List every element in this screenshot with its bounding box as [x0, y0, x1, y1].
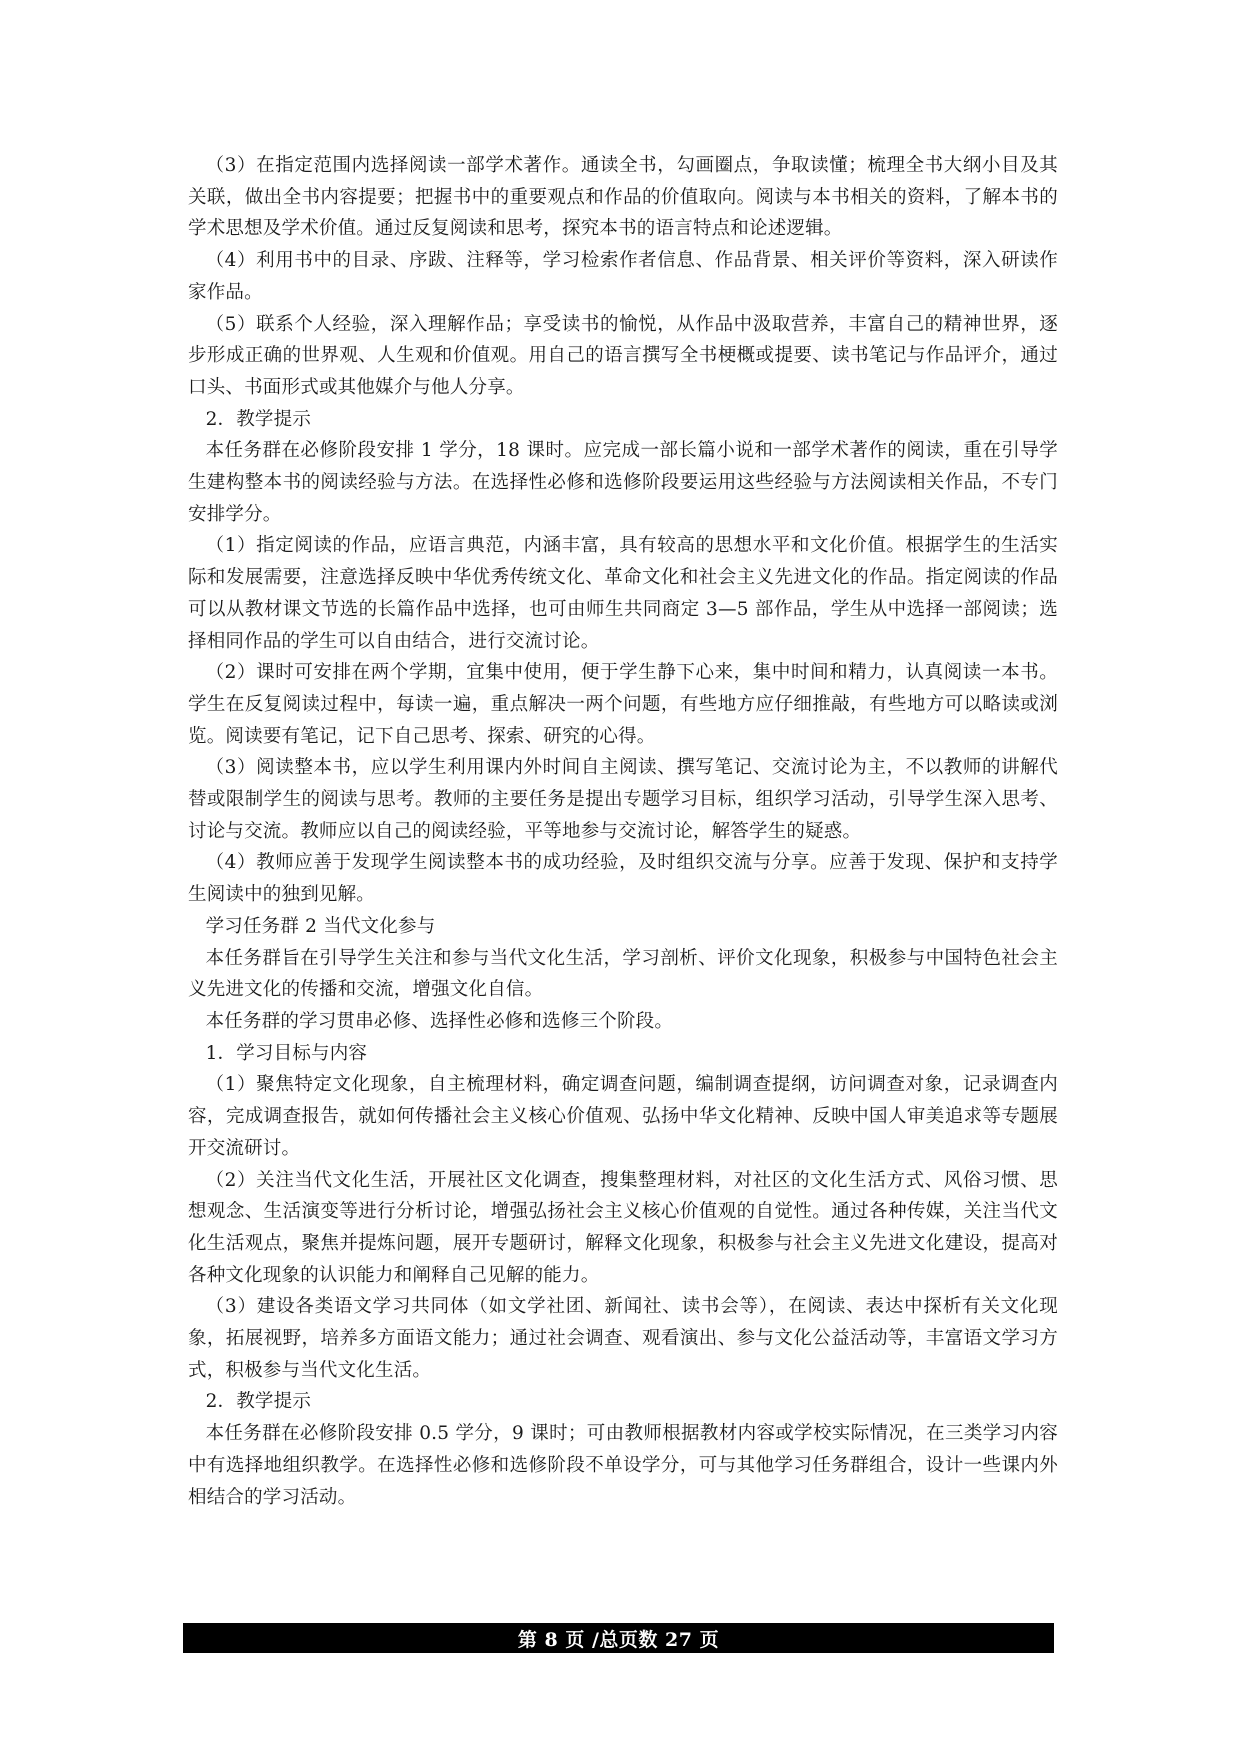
paragraph: （1）聚焦特定文化现象，自主梳理材料，确定调查问题，编制调查提纲，访问调查对象，记录调查内容，完成调查报告，就如何传播社会主义核心价值观、弘扬中华文化精神、反映中国人审美追求等专题展开交流研讨。	[188, 1074, 1058, 1159]
paragraph: （1）指定阅读的作品，应语言典范，内涵丰富，具有较高的思想水平和文化价值。根据学生的生活实际和发展需要，注意选择反映中华优秀传统文化、革命文化和社会主义先进文化的作品。指定阅读的作品可以从教材课文节选的长篇作品中选择，也可由师生共同商定 3—5 部作品，学生从中选择一部阅读；选择相同作品的学生可以自由结合，进行交流讨论。	[188, 535, 1058, 652]
paragraph: 本任务群的学习贯串必修、选择性必修和选修三个阶段。	[205, 1010, 674, 1032]
task-group-heading: 学习任务群 2 当代文化参与	[205, 915, 436, 937]
section-heading: 2．教学提示	[205, 1391, 312, 1413]
page-number: 第 8 页 /总页数 27 页	[517, 1628, 720, 1651]
paragraph: （3）建设各类语文学习共同体（如文学社团、新闻社、读书会等），在阅读、表达中探析有关文化现象，拓展视野，培养多方面语文能力；通过社会调查、观看演出、参与文化公益活动等，丰富语文学习方式，积极参与当代文化生活。	[188, 1296, 1058, 1381]
paragraph: 本任务群旨在引导学生关注和参与当代文化生活，学习剖析、评价文化现象，积极参与中国特色社会主义先进文化的传播和交流，增强文化自信。	[188, 947, 1058, 1001]
paragraph: （2）关注当代文化生活，开展社区文化调查，搜集整理材料，对社区的文化生活方式、风俗习惯、思想观念、生活演变等进行分析讨论，增强弘扬社会主义核心价值观的自觉性。通过各种传媒，关注当代文化生活观点，聚焦并提炼问题，展开专题研讨，解释文化现象，积极参与社会主义先进文化建设，提高对各种文化现象的认识能力和阐释自己见解的能力。	[188, 1169, 1058, 1286]
document-body	[188, 150, 1058, 1513]
paragraph: （3）在指定范围内选择阅读一部学术著作。通读全书，勾画圈点，争取读懂；梳理全书大纲小目及其关联，做出全书内容提要；把握书中的重要观点和作品的价值取向。阅读与本书相关的资料，了解本书的学术思想及学术价值。通过反复阅读和思考，探究本书的语言特点和论述逻辑。	[188, 155, 1058, 240]
paragraph: （2）课时可安排在两个学期，宜集中使用，便于学生静下心来，集中时间和精力，认真阅读一本书。学生在反复阅读过程中，每读一遍，重点解决一两个问题，有些地方应仔细推敲，有些地方可以略读或浏览。阅读要有笔记，记下自己思考、探索、研究的心得。	[188, 662, 1058, 747]
paragraph: （3）阅读整本书，应以学生利用课内外时间自主阅读、撰写笔记、交流讨论为主，不以教师的讲解代替或限制学生的阅读与思考。教师的主要任务是提出专题学习目标，组织学习活动，引导学生深入思考、讨论与交流。教师应以自己的阅读经验，平等地参与交流讨论，解答学生的疑惑。	[188, 757, 1058, 842]
paragraph: （5）联系个人经验，深入理解作品；享受读书的愉悦，从作品中汲取营养，丰富自己的精神世界，逐步形成正确的世界观、人生观和价值观。用自己的语言撰写全书梗概或提要、读书笔记与作品评介，通过口头、书面形式或其他媒介与他人分享。	[188, 313, 1058, 398]
paragraph: （4）利用书中的目录、序跋、注释等，学习检索作者信息、作品背景、相关评价等资料，深入研读作家作品。	[188, 250, 1058, 303]
paragraph: （4）教师应善于发现学生阅读整本书的成功经验，及时组织交流与分享。应善于发现、保护和支持学生阅读中的独到见解。	[188, 852, 1058, 906]
section-heading: 1．学习目标与内容	[205, 1042, 368, 1064]
page-footer	[183, 1623, 1054, 1653]
section-heading: 2．教学提示	[205, 408, 312, 430]
paragraph: 本任务群在必修阶段安排 1 学分，18 课时。应完成一部长篇小说和一部学术著作的阅读，重在引导学生建构整本书的阅读经验与方法。在选择性必修和选修阶段要运用这些经验与方法阅读相关作品，不专门安排学分。	[188, 440, 1058, 525]
paragraph: 本任务群在必修阶段安排 0.5 学分，9 课时；可由教师根据教材内容或学校实际情况，在三类学习内容中有选择地组织教学。在选择性必修和选修阶段不单设学分，可与其他学习任务群组合，设计一些课内外相结合的学习活动。	[188, 1423, 1058, 1508]
